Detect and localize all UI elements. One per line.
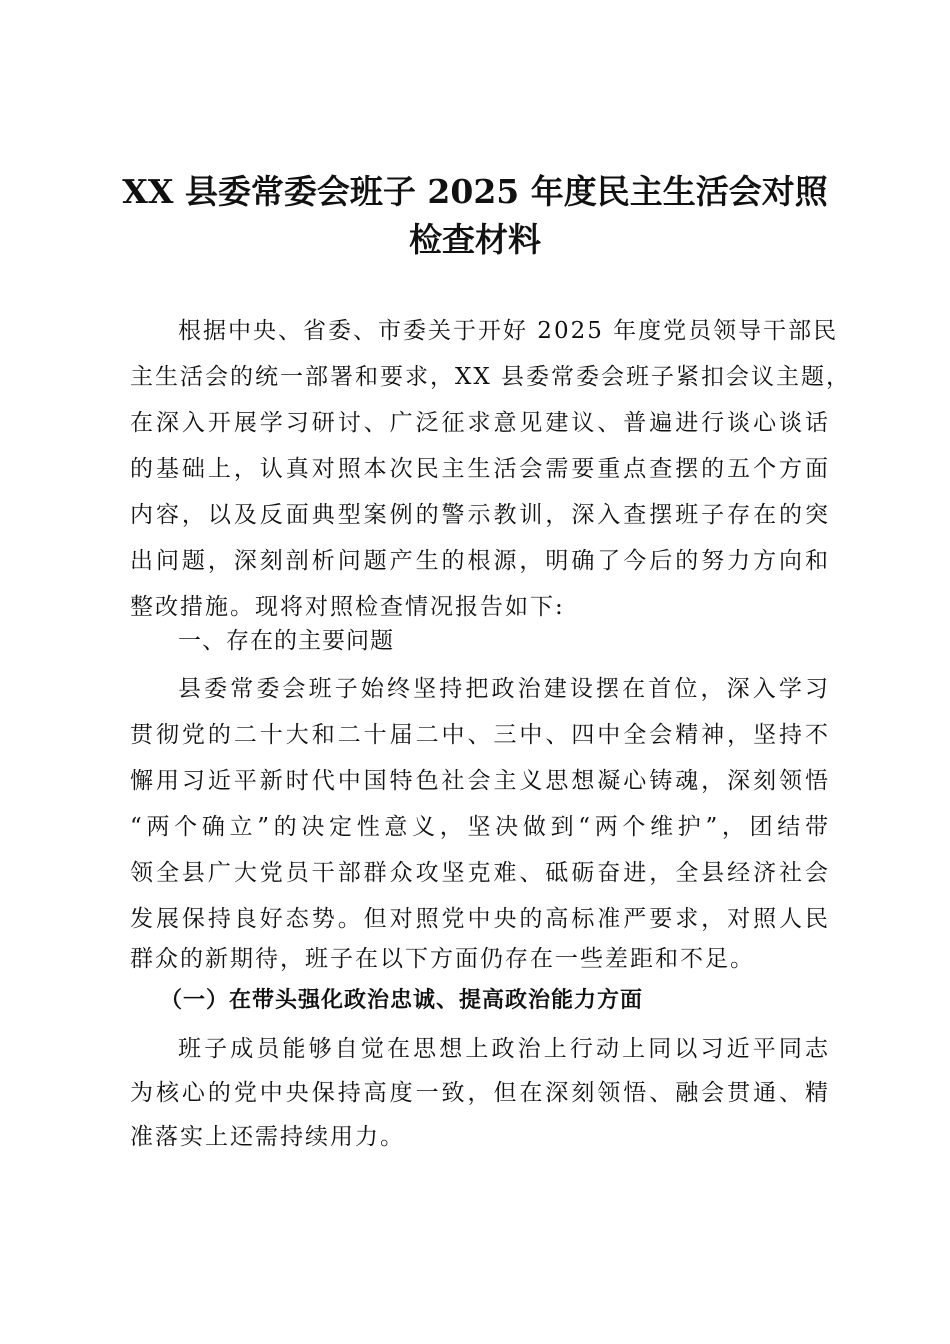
- intro-paragraph-line: 内容，以及反面典型案例的警示教训，深入查摆班子存在的突: [130, 502, 830, 528]
- intro-paragraph-line: 根据中央、省委、市委关于开好 2025 年度党员领导干部民: [178, 318, 839, 344]
- intro-paragraph-line: 整改措施。现将对照检查情况报告如下:: [130, 594, 565, 620]
- section-paragraph-line: 发展保持良好态势。但对照党中央的高标准严要求，对照人民: [130, 906, 830, 932]
- subsection-paragraph-line: 准落实上还需持续用力。: [130, 1124, 405, 1150]
- subsection-paragraph-line: 班子成员能够自觉在思想上政治上行动上同以习近平同志: [178, 1036, 830, 1062]
- intro-paragraph-line: 在深入开展学习研讨、广泛征求意见建议、普遍进行谈心谈话: [130, 410, 830, 436]
- intro-paragraph-line: 出问题，深刻剖析问题产生的根源，明确了今后的努力方向和: [130, 548, 830, 574]
- section-paragraph-line: “两个确立”的决定性意义，坚决做到“两个维护”，团结带: [130, 814, 830, 840]
- subsection-heading: （一）在带头强化政治忠诚、提高政治能力方面: [160, 988, 644, 1013]
- section-paragraph-line: 群众的新期待，班子在以下方面仍存在一些差距和不足。: [130, 946, 755, 972]
- section-heading: 一、存在的主要问题: [178, 628, 394, 654]
- section-paragraph-line: 领全县广大党员干部群众攻坚克难、砥砺奋进，全县经济社会: [130, 860, 830, 886]
- intro-paragraph-line: 主生活会的统一部署和要求，XX 县委常委会班子紧扣会议主题，: [130, 364, 852, 390]
- section-paragraph-line: 懈用习近平新时代中国特色社会主义思想凝心铸魂，深刻领悟: [130, 768, 830, 794]
- section-paragraph-line: 县委常委会班子始终坚持把政治建设摆在首位，深入学习: [178, 676, 830, 702]
- subsection-paragraph-line: 为核心的党中央保持高度一致，但在深刻领悟、融会贯通、精: [130, 1080, 830, 1106]
- intro-paragraph-line: 的基础上，认真对照本次民主生活会需要重点查摆的五个方面: [130, 456, 830, 482]
- document-title-line-2: 检查材料: [409, 220, 541, 259]
- document-title-line-1: XX 县委常委会班子 2025 年度民主生活会对照: [122, 172, 828, 211]
- section-paragraph-line: 贯彻党的二十大和二十届二中、三中、四中全会精神，坚持不: [130, 722, 830, 748]
